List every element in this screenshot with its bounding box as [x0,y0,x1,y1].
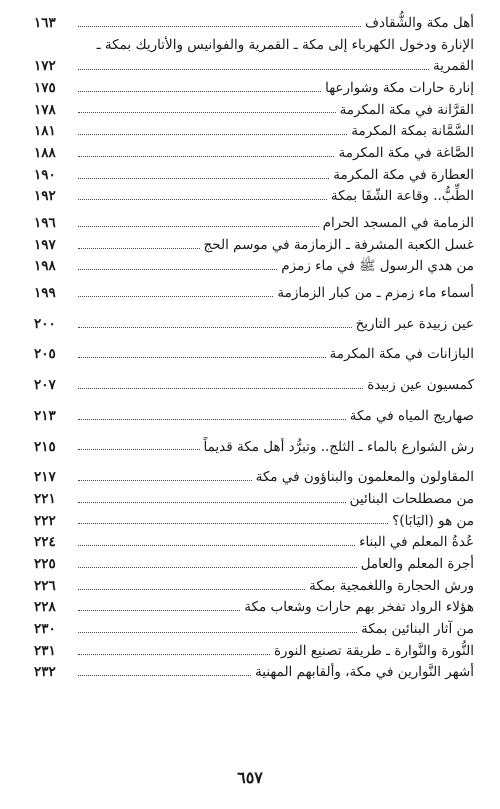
toc-entry [34,10,474,32]
dot-leader [78,26,361,27]
toc-entry [34,508,474,530]
toc-entry-title: الطِّبُّ.. وقاعة الشّفَا بمكة [330,188,474,205]
toc-entry-page-number: ٢١٥ [34,438,56,455]
toc-entry-title: البازانات في مكة المكرمة [329,346,474,363]
toc-entry [34,53,474,75]
toc-entry-title: أهل مكة والشُّقادف [365,14,474,31]
toc-entry-title: من مصطلحات البنائين [349,490,474,507]
toc-entry-title: هؤلاء الرواد تفخر بهم حارات وشعاب مكة [244,599,474,616]
dot-leader [78,248,200,249]
dot-leader [78,610,240,611]
toc-entry-page-number: ٢٣٢ [34,664,56,681]
toc-entry [34,32,474,54]
toc-entry [34,162,474,184]
toc-entry [34,660,474,682]
toc-entry-title: من آثار البنائين بمكة [360,621,474,637]
spacer [34,302,474,311]
toc-entry [34,280,474,302]
toc-entry-title: كمسيون عين زبيدة [367,377,474,394]
dot-leader [78,502,346,503]
toc-entry-title: من هدي الرسول ﷺ في ماء زمزم [281,258,474,275]
toc-entry-page-number: ٢٢٥ [34,555,56,572]
toc-entry [34,551,474,573]
toc-entry [34,464,474,486]
toc-entry-page-number: ١٩٨ [34,258,56,275]
toc-entry [34,254,474,276]
toc-entry-title: ورش الحجارة واللغمجية بمكة [309,577,474,594]
spacer [34,363,474,372]
dot-leader [78,675,251,676]
toc-entry [34,232,474,254]
dot-leader [78,654,270,655]
dot-leader [78,419,346,420]
toc-entry-title: الزمامة في المسجد الحرام [322,215,474,231]
toc-entry-page-number: ٢٢٤ [34,534,56,551]
dot-leader [78,449,200,450]
spacer [34,333,474,342]
toc-entry [34,140,474,162]
toc-entry-title: السَّمَّانة بمكة المكرمة [351,123,474,140]
toc-entry-page-number: ٢١٧ [34,469,56,486]
spacer [34,394,474,403]
spacer [34,425,474,434]
toc-entry [34,210,474,232]
dot-leader [78,296,273,297]
dot-leader [78,632,357,633]
spacer [34,455,474,464]
page-number-footer: ٦٥٧ [237,768,263,787]
toc-entry [34,403,474,425]
dot-leader [78,156,334,157]
toc-entry-page-number: ١٩٧ [34,236,56,253]
dot-leader [78,545,355,546]
toc-entry-title: القرَّانة في مكة المكرمة [339,101,474,118]
toc-entry [34,372,474,394]
toc-entry-title: صهاريج المياه في مكة [349,407,474,424]
toc-entry [34,529,474,551]
dot-leader [78,567,357,568]
dot-leader [78,388,363,389]
toc-entry [34,434,474,456]
toc-entry-title: أشهر النَّوارين في مكة، وألقابهم المهنية [255,664,474,681]
toc-entry-page-number: ٢١٣ [34,407,56,424]
toc-entry-title: النُّورة والنَّوارة ـ طريقة تصنيع النورة [273,642,474,659]
dot-leader [78,480,252,481]
toc-entry [34,616,474,638]
toc-entry [34,342,474,364]
toc-entry-title: القمرية [433,58,474,75]
toc-entry-page-number: ٢٢١ [34,490,56,507]
toc-entry [34,75,474,97]
dot-leader [78,523,388,524]
toc-entry-page-number: ١٨٨ [34,144,56,161]
toc-entry-title: رش الشوارع بالماء ـ الثلج.. وتبرُّد أهل مكة قديماً [203,438,474,455]
toc-entry-title: الإنارة ودخول الكهرباء إلى مكة ـ القمرية والفوانيس والأتاريك بمكة ـ [96,36,474,53]
toc-entry-title: من هو (اليَابَا)؟ [392,512,474,529]
dot-leader [78,269,277,270]
toc-entry-title: العطارة في مكة المكرمة [333,166,474,183]
toc-entry-page-number: ٢٠٧ [34,377,56,394]
toc-entry-page-number: ١٩٢ [34,188,56,205]
dot-leader [78,178,329,179]
dot-leader [78,134,347,135]
dot-leader [78,112,336,113]
toc-entry-page-number: ١٩٠ [34,166,56,183]
toc-entry [34,638,474,660]
toc-entry-title: عين زبيدة عبر التاريخ [355,315,474,332]
table-of-contents [34,10,474,681]
toc-entry-page-number: ٢٣٠ [34,621,56,637]
toc-entry-title: غسل الكعبة المشرفة ـ الزمازمة في موسم الحج [203,236,474,253]
dot-leader [78,91,321,92]
toc-entry-page-number: ٢٢٢ [34,512,56,529]
dot-leader [78,69,429,70]
toc-entry-page-number: ١٧٥ [34,79,56,96]
toc-entry-title: الصَّاغة في مكة المكرمة [338,144,474,161]
toc-entry [34,97,474,119]
toc-entry-page-number: ٢٢٨ [34,599,56,616]
dot-leader [78,199,327,200]
toc-entry [34,486,474,508]
toc-entry [34,311,474,333]
toc-entry-title: عُدةُ المعلم في البناء [359,534,474,551]
toc-entry-title: إنارة حارات مكة وشوارعها [325,79,474,96]
toc-entry [34,595,474,617]
toc-entry-page-number: ١٧٨ [34,101,56,118]
dot-leader [78,226,319,227]
toc-entry-title: أجرة المعلم والعامل [360,555,474,572]
dot-leader [78,327,352,328]
toc-entry-title: أسماء ماء زمزم ـ من كبار الزمازمة [277,285,474,302]
toc-entry-page-number: ١٩٩ [34,285,56,302]
toc-entry-page-number: ١٦٣ [34,14,56,31]
toc-entry-title: المقاولون والمعلمون والبناؤون في مكة [255,469,474,486]
toc-entry-page-number: ٢٢٦ [34,577,56,594]
dot-leader [78,357,326,358]
dot-leader [78,589,305,590]
toc-entry [34,184,474,206]
toc-entry-page-number: ١٨١ [34,123,56,140]
toc-entry-page-number: ١٩٦ [34,215,56,231]
toc-entry-page-number: ٢٣١ [34,642,56,659]
toc-entry-page-number: ١٧٢ [34,58,56,75]
toc-entry-page-number: ٢٠٥ [34,346,56,363]
toc-entry [34,573,474,595]
toc-entry [34,118,474,140]
toc-entry-page-number: ٢٠٠ [34,315,56,332]
